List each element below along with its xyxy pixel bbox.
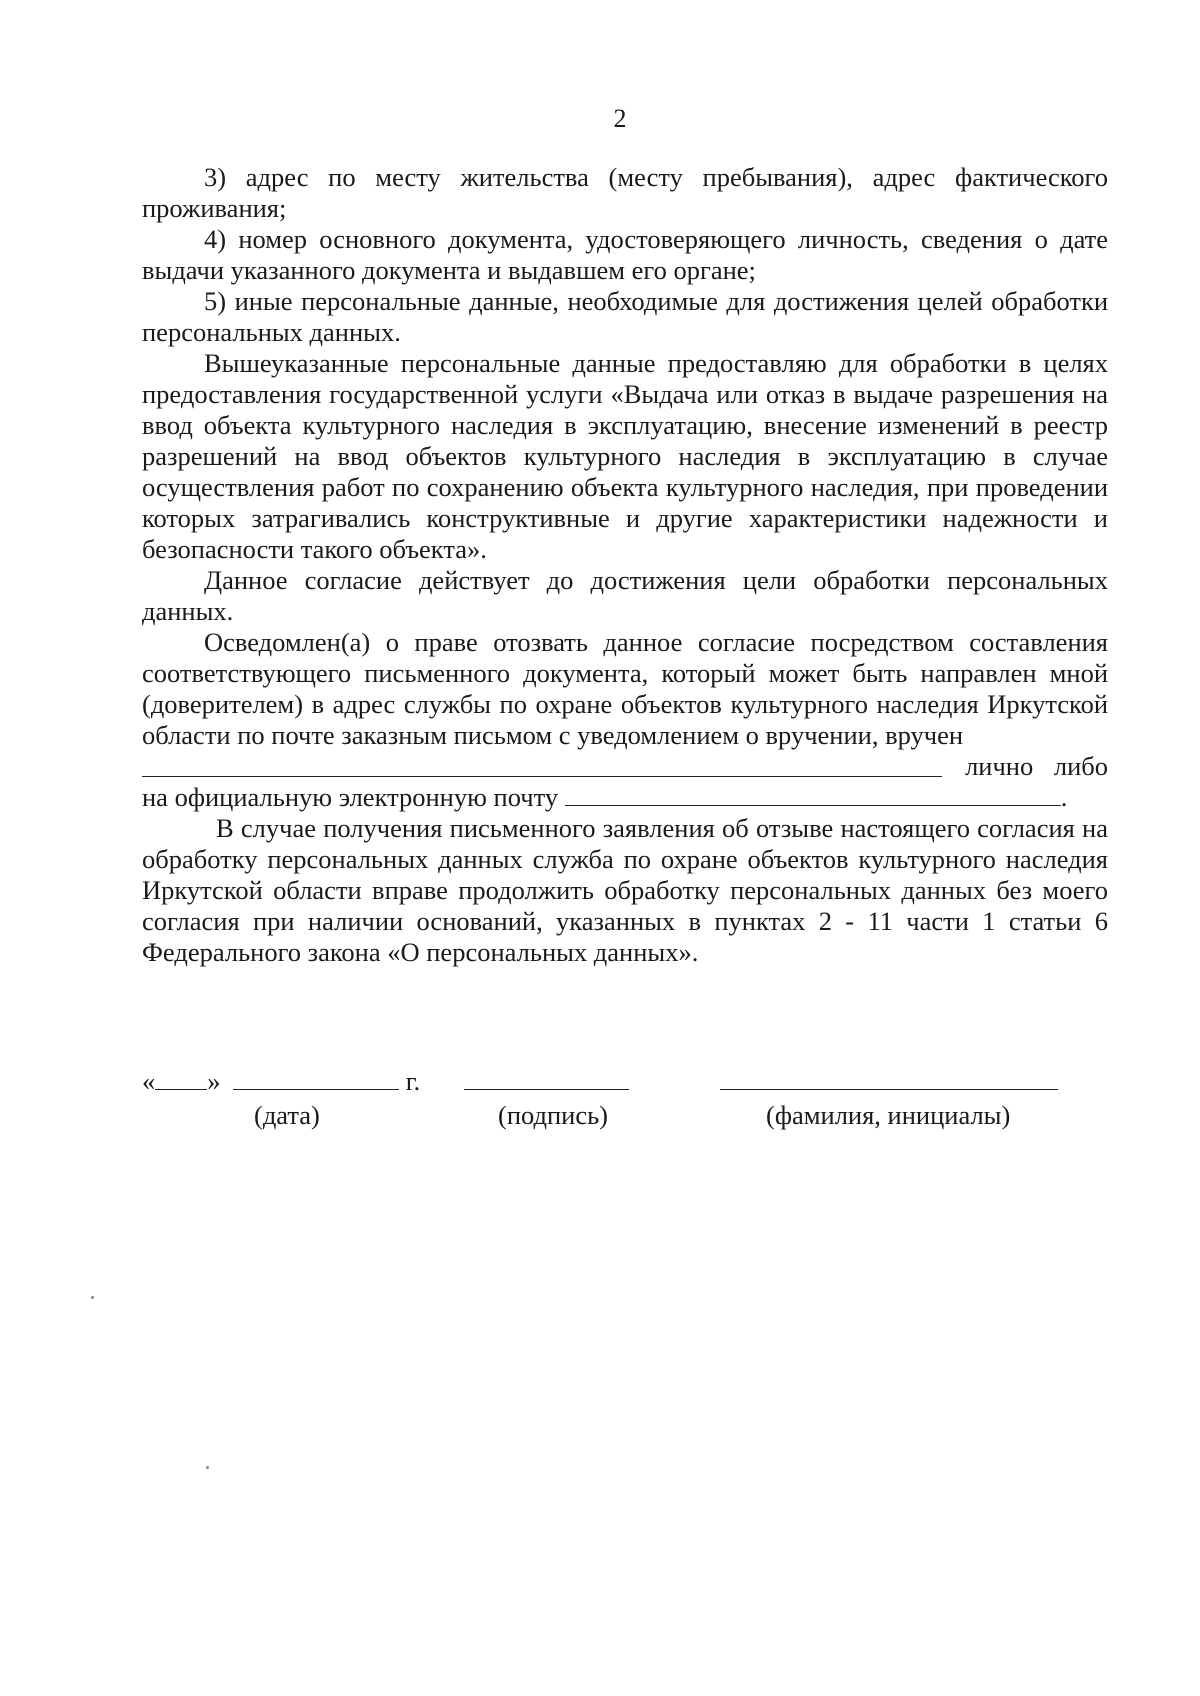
quote-open: « (142, 1066, 156, 1096)
email-blank-line[interactable] (565, 783, 1061, 806)
day-blank-line[interactable] (155, 1067, 207, 1090)
email-row (142, 782, 1108, 813)
email-prefix: на официальную электронную почту (142, 782, 559, 812)
list-item-other-data: 5) иные персональные данные, необходимые для достижения целей обработки персональных данных. (142, 286, 1108, 347)
validity-paragraph: Данное согласие действует до достижения цели обработки персональных данных. (142, 565, 1108, 626)
name-caption: (фамилия, инициалы) (766, 1100, 1011, 1130)
document-body (142, 162, 1108, 968)
signature-blank-line[interactable] (464, 1067, 629, 1090)
date-caption: (дата) (254, 1100, 320, 1130)
withdrawal-paragraph: В случае получения письменного заявления об отзыве настоящего согласия на обработку персональных данных служба по охране объектов культурного наследия Иркутской области вправе продолжить обработку персональных данных без моего согласия при наличии оснований, указанных в пунктах 2 - 11 части 1 статьи 6 Федерального закона «О персональных данных». (142, 813, 1108, 967)
purpose-paragraph: Вышеуказанные персональные данные предоставляю для обработки в целях предоставления государственной услуги «Выдача или отказ в выдаче разрешения на ввод объекта культурного наследия в эксплуатацию, внесение изменений в реестр разрешений на ввод объектов культурного наследия в эксплуатацию в случае осуществления работ по сохранению объекта культурного наследия, при проведении которых затрагивались конструктивные и другие характеристики надежности и безопасности такого объекта». (142, 348, 1108, 564)
signature-field[interactable] (464, 1066, 629, 1097)
revocation-paragraph: Осведомлен(а) о праве отозвать данное согласие посредством составления соответствующего письменного документа, который может быть направлен мной (доверителем) в адрес службы по охране объектов культурного наследия Иркутской области по почте заказным письмом с уведомлением о вручении, вручен (142, 627, 1108, 750)
month-blank-line[interactable] (233, 1067, 399, 1090)
scan-speck (91, 1296, 94, 1299)
delivery-tail-text: лично либо (965, 751, 1108, 781)
list-item-address: 3) адрес по месту жительства (месту пребывания), адрес фактического проживания; (142, 162, 1108, 223)
name-blank-line[interactable] (720, 1067, 1058, 1090)
quote-close: » (207, 1066, 221, 1096)
year-suffix: г. (405, 1066, 421, 1096)
page-number: 2 (613, 104, 627, 133)
date-field[interactable] (142, 1066, 420, 1097)
scan-speck (206, 1466, 209, 1469)
email-suffix: . (1060, 782, 1068, 812)
name-field[interactable] (720, 1066, 1058, 1097)
signature-caption: (подпись) (498, 1100, 609, 1130)
delivery-blank-line[interactable] (142, 776, 942, 777)
delivery-blank-row (142, 751, 1108, 782)
list-item-id-document: 4) номер основного документа, удостоверяющего личность, сведения о дате выдачи указанного документа и выдавшем его органе; (142, 224, 1108, 285)
